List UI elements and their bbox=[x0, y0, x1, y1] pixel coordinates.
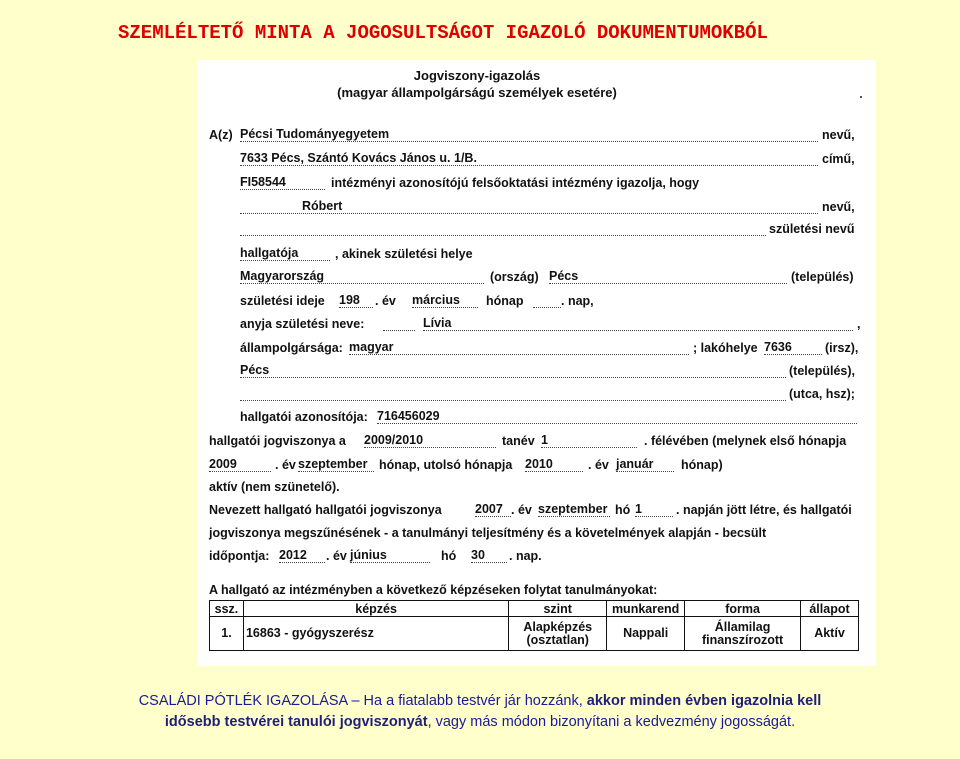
student-id-field bbox=[377, 408, 857, 424]
student-first-name: Róbert bbox=[302, 199, 343, 213]
zip-label: (irsz), bbox=[825, 341, 859, 355]
end-est-year: 2012 bbox=[279, 548, 307, 562]
end-est-month: június bbox=[350, 548, 387, 562]
hallgatoja-field bbox=[240, 245, 330, 261]
footer-line-1-prefix: CSALÁDI PÓTLÉK IGAZOLÁSA – Ha a fiatalabb testvér jár hozzánk, bbox=[138, 693, 583, 709]
end-est-day-field bbox=[471, 547, 507, 563]
institution-id-field bbox=[240, 174, 325, 190]
footer-line-2-suffix: , vagy más módon bizonyítani a kedvezmény jogosságát. bbox=[427, 714, 796, 730]
footer-line-1 bbox=[0, 693, 960, 709]
month-label: hónap bbox=[486, 294, 524, 308]
student-id: 716456029 bbox=[377, 409, 440, 423]
col-header: forma bbox=[685, 601, 801, 617]
start-year-field bbox=[209, 456, 271, 472]
footer-line-2-bold: idősebb testvérei tanulói jogviszonyát bbox=[164, 714, 428, 730]
birthdate-label: születési ideje bbox=[240, 294, 325, 308]
country-value: Magyarország bbox=[240, 269, 325, 283]
semester-field bbox=[541, 432, 637, 448]
mother-surname-field bbox=[383, 315, 415, 331]
institution-name-field bbox=[240, 126, 818, 142]
birth-year-field bbox=[339, 292, 373, 308]
zip-code: 7636 bbox=[764, 340, 792, 354]
birthplace-intro: , akinek születési helye bbox=[335, 247, 473, 261]
student-id-label: hallgatói azonosítója: bbox=[240, 410, 368, 424]
settlement-label: (település), bbox=[789, 364, 855, 378]
table-cell: Nappali bbox=[607, 617, 685, 651]
studies-heading: A hallgató az intézményben a következő képzéseken folytat tanulmányokat: bbox=[209, 583, 658, 597]
hallgatoja-text: hallgatója bbox=[240, 246, 299, 260]
ev-label-3: . év bbox=[588, 458, 609, 472]
country-label: (ország) bbox=[490, 270, 539, 284]
ev-label-4: . év bbox=[511, 503, 532, 517]
col-header: állapot bbox=[801, 601, 859, 617]
az-prefix: A(z) bbox=[209, 128, 233, 142]
start-year: 2009 bbox=[209, 457, 237, 471]
est-year-field bbox=[475, 501, 511, 517]
established-label: Nevezett hallgató hallgatói jogviszonya bbox=[209, 503, 442, 517]
nevu-label: nevű, bbox=[822, 128, 855, 142]
est-month-field bbox=[538, 501, 610, 517]
institution-id: FI58544 bbox=[240, 175, 286, 189]
ev-label: . év bbox=[375, 294, 396, 308]
nevu-label-2: nevű, bbox=[822, 200, 855, 214]
last-month-text: hónap, utolsó hónapja bbox=[379, 458, 513, 472]
table-cell: 16863 - gyógyszerész bbox=[243, 617, 508, 651]
ho-label-2: hó bbox=[441, 549, 457, 563]
courses-table bbox=[209, 600, 859, 651]
birth-name-field bbox=[240, 220, 766, 236]
honap-close: hónap) bbox=[681, 458, 723, 472]
cimu-label: című, bbox=[822, 152, 855, 166]
birth-day-field bbox=[533, 292, 561, 308]
city-label: (település) bbox=[791, 270, 854, 284]
start-month-field bbox=[298, 456, 374, 472]
tanev-label: tanév bbox=[502, 434, 535, 448]
birth-month: március bbox=[412, 293, 460, 307]
col-header: szint bbox=[509, 601, 607, 617]
col-header: munkarend bbox=[607, 601, 685, 617]
end-est-year-field bbox=[279, 547, 325, 563]
street-label: (utca, hsz); bbox=[789, 387, 855, 401]
birth-name-label: születési nevű bbox=[769, 222, 855, 236]
citizenship-field bbox=[349, 339, 689, 355]
enrollment-label: hallgatói jogviszonya a bbox=[209, 434, 346, 448]
col-header: ssz. bbox=[210, 601, 244, 617]
est-year: 2007 bbox=[475, 502, 503, 516]
document-subtitle: (magyar állampolgárságú személyek esetére) bbox=[337, 85, 617, 100]
institution-address-field bbox=[240, 150, 818, 166]
est-tail: . napján jött létre, és hallgatói bbox=[676, 503, 852, 517]
end-month-field bbox=[616, 456, 674, 472]
academic-year: 2009/2010 bbox=[364, 433, 424, 447]
page-title: SZEMLÉLTETŐ MINTA A JOGOSULTSÁGOT IGAZOLÓ DOKUMENTUMOKBÓL bbox=[118, 22, 768, 44]
termination-text: jogviszonya megszűnésének - a tanulmányi teljesítmény és a követelmények alapján - becsült bbox=[209, 526, 767, 540]
document-title: Jogviszony-igazolás bbox=[413, 68, 541, 83]
certify-text: intézményi azonosítójú felsőoktatási intézmény igazolja, hogy bbox=[331, 176, 700, 190]
student-name-field bbox=[240, 198, 818, 214]
city-field bbox=[549, 268, 787, 284]
semester-text: . félévében (melynek első hónapja bbox=[644, 434, 847, 448]
footer-line-1-bold: akkor minden évben igazolnia kell bbox=[586, 693, 822, 709]
birth-month-field bbox=[412, 292, 478, 308]
day-label: . nap, bbox=[561, 294, 594, 308]
residence-city-field bbox=[240, 362, 786, 378]
start-month: szeptember bbox=[298, 457, 368, 471]
end-month: január bbox=[616, 457, 654, 471]
active-text: aktív (nem szünetelő). bbox=[209, 480, 340, 494]
mother-label: anyja születési neve: bbox=[240, 317, 365, 331]
table-cell: 1. bbox=[210, 617, 244, 651]
end-est-month-field bbox=[350, 547, 430, 563]
table-header-row bbox=[210, 601, 859, 617]
table-cell: Aktív bbox=[801, 617, 859, 651]
ev-label-5: . év bbox=[326, 549, 347, 563]
institution-address: 7633 Pécs, Szántó Kovács János u. 1/B. bbox=[240, 151, 477, 165]
city-value: Pécs bbox=[549, 269, 579, 283]
academic-year-field bbox=[364, 432, 496, 448]
zip-field bbox=[764, 339, 822, 355]
mother-first-name: Lívia bbox=[423, 316, 452, 330]
semester: 1 bbox=[541, 433, 548, 447]
end-year-field bbox=[525, 456, 583, 472]
est-day-field bbox=[635, 501, 673, 517]
date-label: időpontja: bbox=[209, 549, 270, 563]
est-month: szeptember bbox=[538, 502, 608, 516]
table-cell: Államilag finanszírozott bbox=[685, 617, 801, 651]
table-cell: Alapképzés (osztatlan) bbox=[509, 617, 607, 651]
est-day: 1 bbox=[635, 502, 642, 516]
residence-label: ; lakóhelye bbox=[693, 341, 758, 355]
footer-line-2 bbox=[0, 714, 960, 730]
end-est-day: 30 bbox=[471, 548, 485, 562]
birth-year: 198 bbox=[339, 293, 360, 307]
mother-name-field bbox=[423, 315, 853, 331]
end-year: 2010 bbox=[525, 457, 553, 471]
certificate-document bbox=[197, 60, 876, 666]
ev-label-2: . év bbox=[275, 458, 296, 472]
country-field bbox=[240, 268, 484, 284]
institution-name: Pécsi Tudományegyetem bbox=[240, 127, 390, 141]
table-row bbox=[210, 617, 859, 651]
citizenship-value: magyar bbox=[349, 340, 394, 354]
residence-city: Pécs bbox=[240, 363, 270, 377]
comma: , bbox=[857, 317, 861, 331]
nap-label: . nap. bbox=[509, 549, 542, 563]
street-field bbox=[240, 385, 786, 401]
citizenship-label: állampolgársága: bbox=[240, 341, 343, 355]
col-header: képzés bbox=[243, 601, 508, 617]
ho-label: hó bbox=[615, 503, 631, 517]
scan-dot bbox=[860, 96, 862, 98]
